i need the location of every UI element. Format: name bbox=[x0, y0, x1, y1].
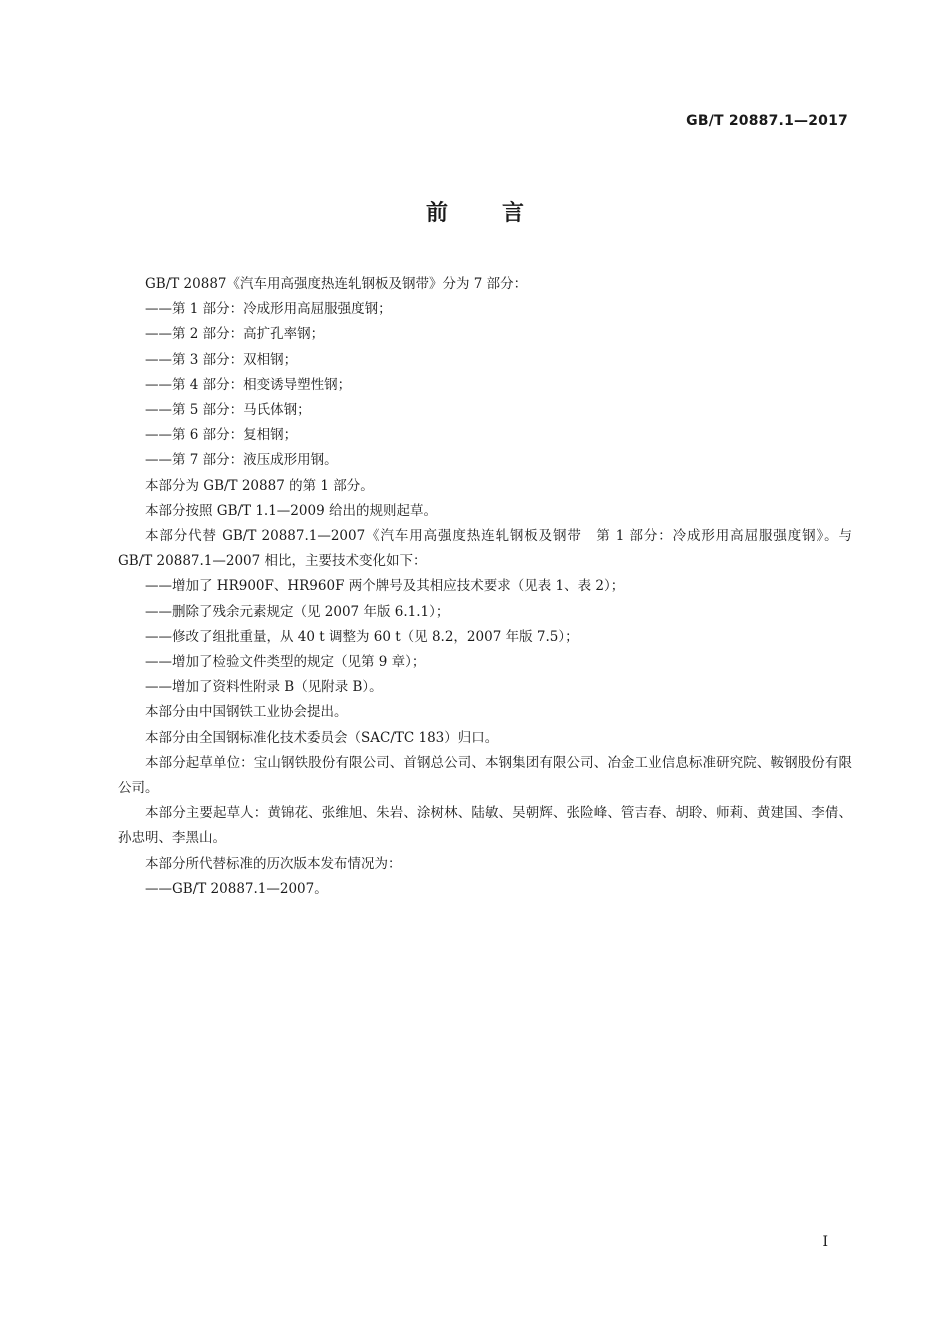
paragraph-drafters: 本部分主要起草人：黄锦花、张维旭、朱岩、涂树林、陆敏、吴朝辉、张险峰、管吉春、胡聆、师莉、黄建国、李倩、孙忠明、李黑山。 bbox=[118, 805, 852, 847]
paragraph-replacement: 本部分代替 GB/T 20887.1—2007《汽车用高强度热连轧钢板及钢带 第 1 部分：冷成形用高屈服强度钢》。与 GB/T 20887.1—2007 相比，主要技术变化如下： bbox=[118, 528, 852, 570]
document-body bbox=[118, 272, 852, 902]
list-item-part-2: ——第 2 部分：高扩孔率钢； bbox=[145, 326, 325, 343]
paragraph-intro: GB/T 20887《汽车用高强度热连轧钢板及钢带》分为 7 部分： bbox=[145, 276, 528, 292]
paragraph-drafting-rules: 本部分按照 GB/T 1.1—2009 给出的规则起草。 bbox=[145, 502, 437, 519]
list-item-part-3: ——第 3 部分：双相钢； bbox=[145, 351, 298, 368]
paragraph-drafting-units: 本部分起草单位：宝山钢铁股份有限公司、首钢总公司、本钢集团有限公司、冶金工业信息标准研究院、鞍钢股份有限公司。 bbox=[118, 754, 852, 797]
list-item-part-7: ——第 7 部分：液压成形用钢。 bbox=[145, 452, 338, 469]
paragraph-committee: 本部分由全国钢标准化技术委员会（SAC/TC 183）归口。 bbox=[145, 729, 499, 746]
list-item-change-2: ——删除了残余元素规定（见 2007 年版 6.1.1）； bbox=[145, 603, 450, 620]
list-item-part-5: ——第 5 部分：马氏体钢； bbox=[145, 402, 311, 419]
list-item-change-4: ——增加了检验文件类型的规定（见第 9 章）； bbox=[145, 654, 426, 671]
page-title: 前言 bbox=[425, 201, 578, 226]
list-item-change-5: ——增加了资料性附录 B（见附录 B）。 bbox=[145, 679, 383, 696]
list-item-change-3: ——修改了组批重量，从 40 t 调整为 60 t（见 8.2，2007 年版 7.5）； bbox=[145, 628, 579, 645]
paragraph-part-statement: 本部分为 GB/T 20887 的第 1 部分。 bbox=[145, 477, 374, 494]
list-item-change-1: ——增加了 HR900F、HR960F 两个牌号及其相应技术要求（见表 1、表 2）； bbox=[145, 578, 625, 595]
standard-code: GB/T 20887.1—2017 bbox=[686, 113, 848, 129]
paragraph-proposer: 本部分由中国钢铁工业协会提出。 bbox=[145, 704, 348, 721]
list-item-history-1: ——GB/T 20887.1—2007。 bbox=[145, 880, 328, 897]
paragraph-history: 本部分所代替标准的历次版本发布情况为： bbox=[145, 855, 402, 872]
list-item-part-4: ——第 4 部分：相变诱导塑性钢； bbox=[145, 376, 352, 393]
page-number: I bbox=[822, 1234, 828, 1250]
list-item-part-1: ——第 1 部分：冷成形用高屈服强度钢； bbox=[145, 301, 392, 318]
list-item-part-6: ——第 6 部分：复相钢； bbox=[145, 427, 298, 444]
